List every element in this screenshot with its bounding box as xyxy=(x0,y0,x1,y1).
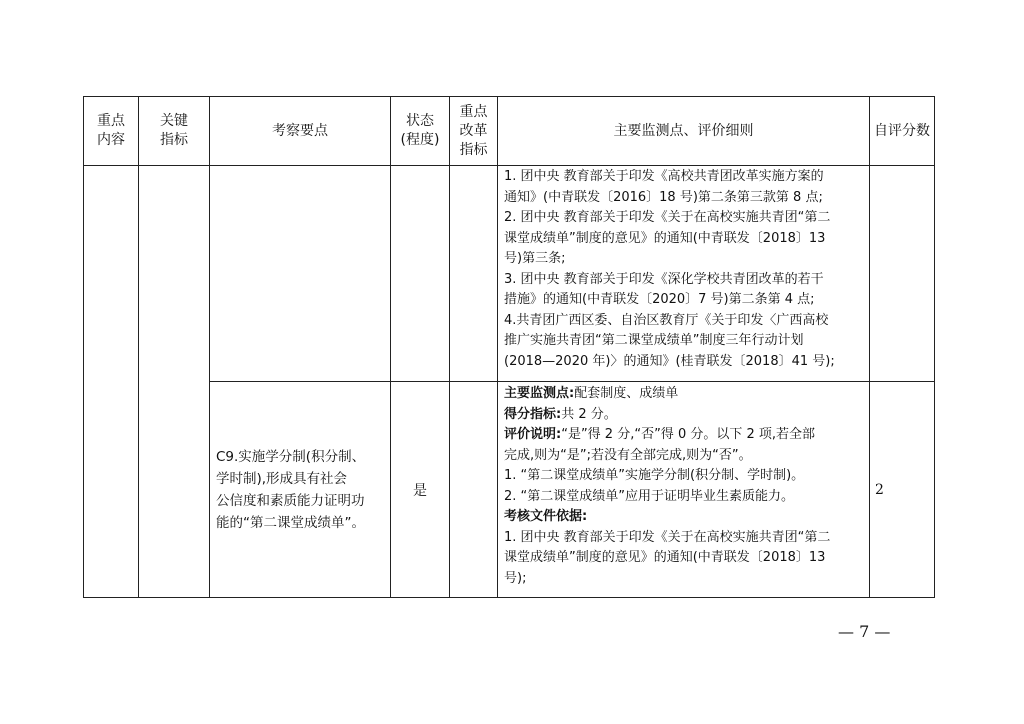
score-label: 得分指标: xyxy=(504,406,562,422)
header-status: 状态 (程度) xyxy=(391,97,450,166)
eval-line-2: 完成,则为“是”;若没有全部完成,则为“否”。 xyxy=(504,447,752,463)
header-key-reform-indicator: 重点 改革 指标 xyxy=(450,97,498,166)
cell-reform-indicator xyxy=(450,382,498,598)
header-self-score: 自评分数 xyxy=(870,97,935,166)
header-assessment-points: 考察要点 xyxy=(210,97,391,166)
header-row xyxy=(84,97,935,166)
header-monitoring-details: 主要监测点、评价细则 xyxy=(498,97,870,166)
cell-key-indicator xyxy=(139,166,210,598)
cell-assessment-point-c9: C9.实施学分制(积分制、 学时制),形成具有社会 公信度和素质能力证明功 能的“第二课堂成绩单”。 xyxy=(210,382,391,598)
eval-label: 评价说明: xyxy=(504,427,562,442)
monitor-label: 主要监测点: xyxy=(504,386,575,401)
cell-self-score xyxy=(870,166,935,382)
monitor-value: 配套制度、成绩单 xyxy=(574,386,679,401)
cell-key-content xyxy=(84,166,139,598)
table-row xyxy=(84,166,935,382)
header-key-content: 重点 内容 xyxy=(84,97,139,166)
cell-monitoring-details: 1. 团中央 教育部关于印发《高校共青团改革实施方案的 通知》(中青联发〔2016〕18 号)第二条第三款第 8 点; 2. 团中央 教育部关于印发《关于在高校实施共青团“第二 课堂成绩单”制度的意见》的通知(中青联发〔2018〕13 号)第三条; 3. 团中央 教育部关于印发《深化学校共青团改革的若干 措施》的通知(中青联发〔2020〕7 号)第二条第 4 点; 4.共青团广西区委、自治区教育厅《关于印发〈广西高校 推广实施共青团“第二课堂成绩单”制度三年行动计划 (2018—2020 年)〉的通知》(桂青联发〔2018〕41 号); xyxy=(498,166,870,382)
basis-label: 考核文件依据: xyxy=(504,509,588,524)
score-value: 共 2 分。 xyxy=(561,406,617,422)
cell-monitoring-details: 主要监测点:配套制度、成绩单 得分指标:共 2 分。 评价说明:“是”得 2 分,“否”得 0 分。以下 2 项,若全部 完成,则为“是”;若没有全部完成,则为“否”。 1. “第二课堂成绩单”实施学分制(积分制、学时制)。 2. “第二课堂成绩单”应用于证明毕业生素质能力。 考核文件依据: 1. 团中央 教育部关于印发《关于在高校实施共青团“第二 课堂成绩单”制度的意见》的通知(中青联发〔2018〕13 号); xyxy=(498,382,870,598)
eval-value: “是”得 2 分,“否”得 0 分。以下 2 项,若全部 xyxy=(561,427,816,442)
cell-status xyxy=(391,166,450,382)
evaluation-table xyxy=(83,96,935,598)
cell-self-score-value: 2 xyxy=(870,382,935,598)
cell-assessment-point xyxy=(210,166,391,382)
criterion-item-1: 1. “第二课堂成绩单”实施学分制(积分制、学时制)。 xyxy=(504,468,805,483)
cell-status-value: 是 xyxy=(391,382,450,598)
header-key-indicator: 关键 指标 xyxy=(139,97,210,166)
criterion-item-2: 2. “第二课堂成绩单”应用于证明毕业生素质能力。 xyxy=(504,488,795,504)
cell-reform-indicator xyxy=(450,166,498,382)
page-number: — 7 — xyxy=(838,622,891,641)
table-row xyxy=(84,382,935,598)
